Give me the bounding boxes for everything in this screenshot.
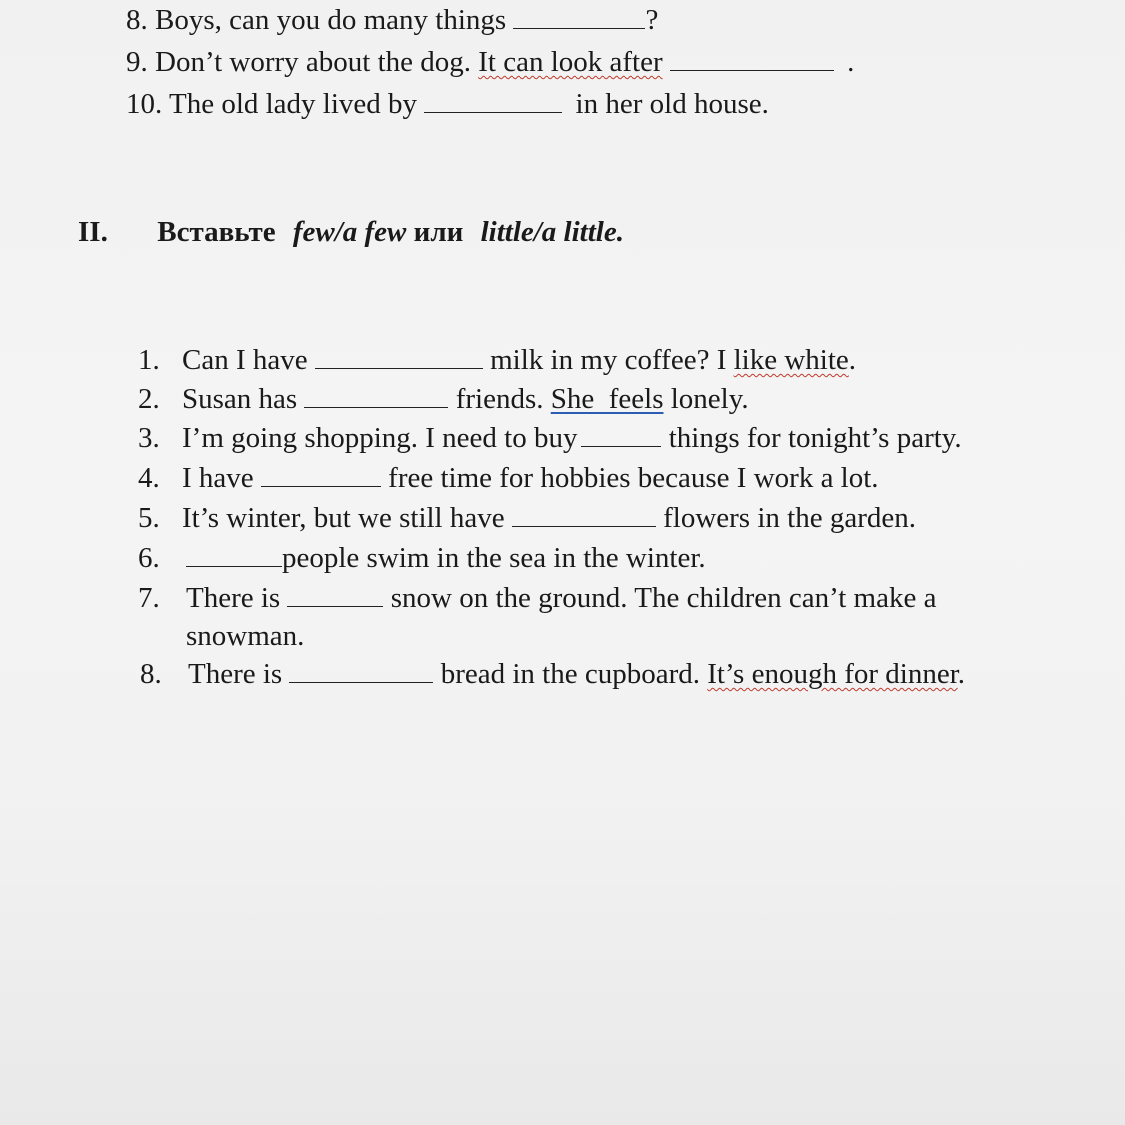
connector-word: или <box>413 216 464 248</box>
item-5 <box>138 500 916 536</box>
answer-blank[interactable] <box>512 504 656 527</box>
item-text-after: flowers in the garden. <box>663 502 916 534</box>
answer-blank[interactable] <box>315 346 483 369</box>
item-4 <box>138 460 879 496</box>
item-text-before: It’s winter, but we still have <box>182 502 505 534</box>
answer-blank[interactable] <box>261 464 381 487</box>
item-number: 4. <box>138 462 160 494</box>
item-number: 2. <box>138 383 160 415</box>
item-text-after: ? <box>645 4 659 36</box>
item-text-before: I’m going shopping. I need to buy <box>182 422 578 454</box>
item-number: 3. <box>138 422 160 454</box>
instruction-word: Вставьте <box>157 216 276 248</box>
item-text-end: . <box>957 658 965 690</box>
option-little: little/a little. <box>480 216 624 248</box>
item-7-continuation <box>186 618 304 654</box>
answer-blank[interactable] <box>186 544 282 567</box>
item-6 <box>138 540 706 576</box>
item-text-before: Susan has <box>182 383 298 415</box>
item-number: 5. <box>138 502 160 534</box>
spellcheck-marked-text: It can look after <box>478 46 663 78</box>
item-text-before: Boys, can you do many things <box>155 4 507 36</box>
item-text-before: There is <box>186 582 281 614</box>
item-text-before: The old lady lived by <box>168 88 418 120</box>
item-text-before: I have <box>182 462 254 494</box>
item-text-before: Don’t worry about the dog. <box>155 46 471 78</box>
answer-blank[interactable] <box>513 6 645 29</box>
answer-blank[interactable] <box>287 584 383 607</box>
item-8 <box>140 656 965 692</box>
answer-blank[interactable] <box>304 385 448 408</box>
item-text-after: snow on the ground. The children can’t make a <box>390 582 937 614</box>
answer-blank[interactable] <box>289 660 433 683</box>
item-text-after: things for tonight’s party. <box>668 422 962 454</box>
answer-blank[interactable] <box>581 424 661 447</box>
item-text-after: bread in the cupboard. <box>440 658 701 690</box>
item-text-before: Can I have <box>182 344 308 376</box>
item-number: 9. <box>126 46 148 78</box>
option-few: few/a few <box>292 216 407 248</box>
item-text-end: lonely. <box>670 383 749 415</box>
section-heading <box>78 216 624 249</box>
answer-blank[interactable] <box>670 48 834 71</box>
item-1 <box>138 342 856 378</box>
item-3 <box>138 420 962 456</box>
spellcheck-marked-text: It’s enough for dinner <box>707 658 958 690</box>
previous-item-8 <box>126 2 658 38</box>
item-text-before: There is <box>188 658 283 690</box>
answer-blank[interactable] <box>424 90 562 113</box>
grammar-marked-text: She feels <box>550 383 664 415</box>
item-number: 8. <box>126 4 148 36</box>
item-text-after: friends. <box>455 383 544 415</box>
item-7 <box>138 580 936 616</box>
item-text-after: milk in my coffee? I <box>490 344 727 376</box>
item-number: 1. <box>138 344 160 376</box>
item-text-continuation: snowman. <box>186 620 305 652</box>
item-text-after: people swim in the sea in the winter. <box>282 542 706 574</box>
item-text-after: free time for hobbies because I work a lot. <box>388 462 879 494</box>
item-number: 8. <box>140 658 162 690</box>
item-text-after: . <box>847 46 855 78</box>
item-text-end: . <box>848 344 857 376</box>
section-number: II. <box>78 216 108 248</box>
previous-item-10 <box>126 86 769 122</box>
item-number: 10. <box>126 88 163 120</box>
previous-item-9 <box>126 44 854 80</box>
item-text-after: in her old house. <box>575 88 769 120</box>
item-number: 7. <box>138 582 160 614</box>
spellcheck-marked-text: like white <box>733 344 849 376</box>
item-number: 6. <box>138 542 160 574</box>
item-2 <box>138 381 749 417</box>
